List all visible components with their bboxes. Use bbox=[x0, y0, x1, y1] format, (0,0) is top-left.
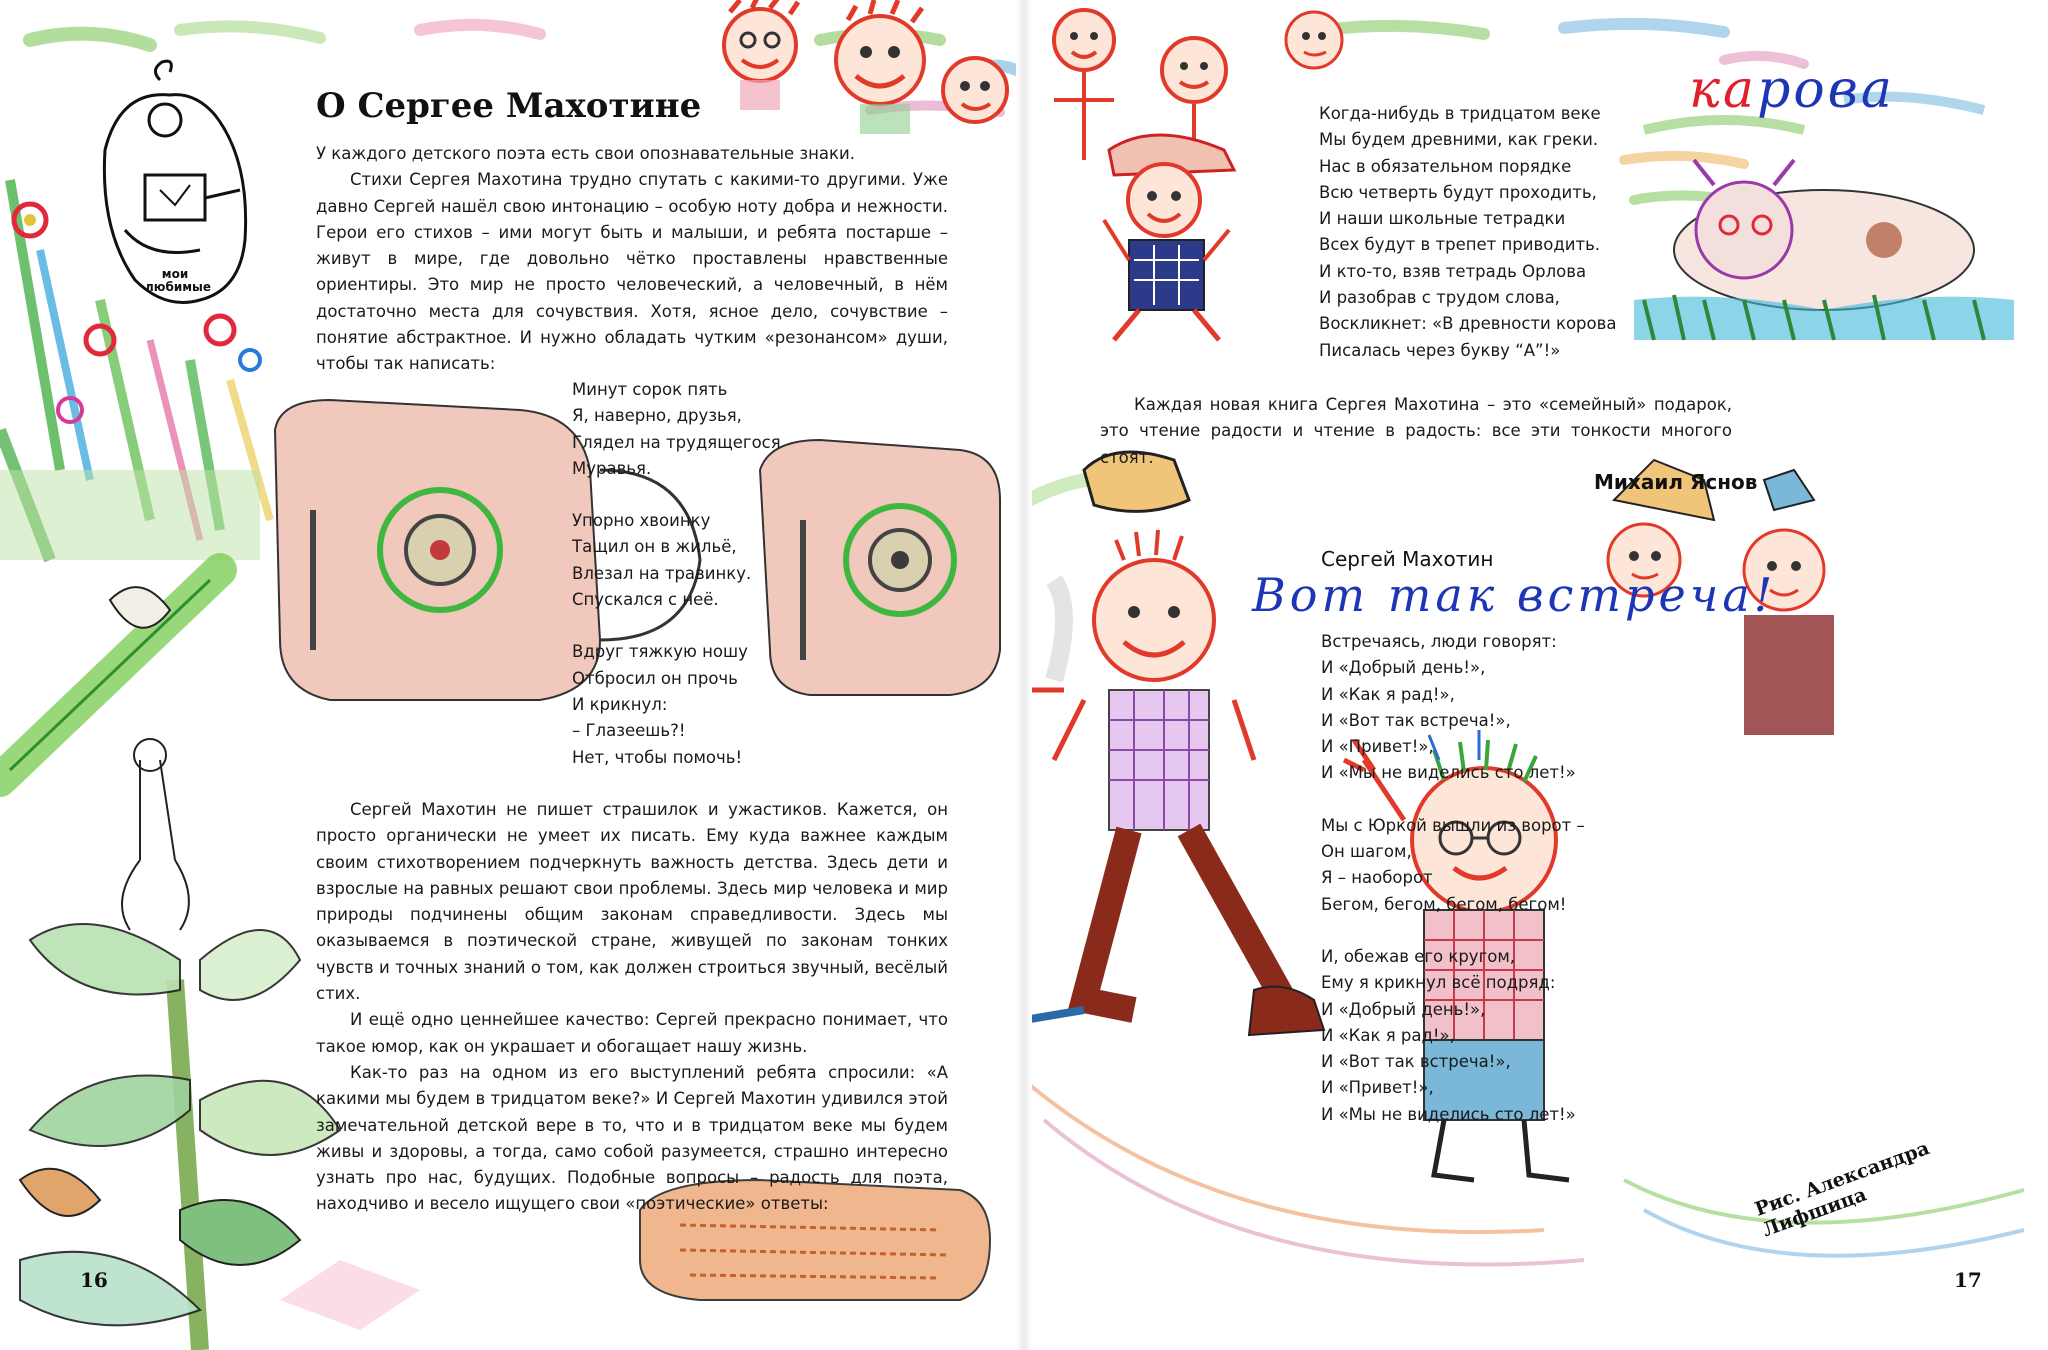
poem-line: Всю четверть будут проходить, bbox=[1319, 182, 1597, 202]
poem-line: И «Добрый день!», bbox=[1321, 658, 1486, 678]
poem-line: Отбросил он прочь bbox=[572, 668, 738, 688]
poem-line: И «Мы не виделись сто лет!» bbox=[1321, 1104, 1576, 1124]
poem-author: Сергей Махотин bbox=[1321, 547, 1494, 571]
poem-line: Воскликнет: «В древности корова bbox=[1319, 314, 1617, 334]
poem-line: И «Мы не виделись сто лет!» bbox=[1321, 763, 1576, 783]
running-boy-illustration bbox=[1024, 452, 1324, 1035]
body-paragraph: И ещё одно ценнейшее качество: Сергей прекрасно понимает, что такое юмор, как он украшает и обогащает нашу жизнь. bbox=[316, 1010, 948, 1056]
poem-stanza bbox=[1321, 629, 1585, 787]
poem-line: Минут сорок пять bbox=[572, 380, 728, 399]
poem-line: И «Добрый день!», bbox=[1321, 999, 1486, 1019]
poem-line: И «Как я рад!», bbox=[1321, 1025, 1455, 1045]
book-gutter bbox=[1016, 0, 1032, 1350]
poem-line: Вдруг тяжкую ношу bbox=[572, 642, 748, 662]
poem-line: И «Привет!», bbox=[1321, 1078, 1434, 1098]
poem-line: Нас в обязательном порядке bbox=[1319, 156, 1572, 176]
poem-line: – Глазеешь?! bbox=[572, 721, 686, 741]
poem-line: Влезал на травинку. bbox=[572, 563, 752, 583]
poem-line: Всех будут в трепет приводить. bbox=[1319, 235, 1601, 255]
poem-line: И «Вот так встреча!», bbox=[1321, 710, 1511, 730]
branch-and-leaves-illustration bbox=[0, 570, 340, 1350]
poem-line: И кто-то, взяв тетрадь Орлова bbox=[1319, 261, 1587, 281]
logo-label-line2: любимые bbox=[145, 280, 212, 294]
poem-stanza bbox=[1321, 944, 1585, 1128]
poem-line: Тащил он в жильё, bbox=[572, 537, 737, 557]
right-page bbox=[1024, 0, 2048, 1350]
poem-line: Когда-нибудь в тридцатом веке bbox=[1319, 104, 1601, 123]
poem-line: Муравья. bbox=[572, 458, 652, 478]
poem-line: Писалась через букву “А”!» bbox=[1319, 340, 1561, 360]
logo-label bbox=[145, 267, 212, 294]
page-number: 17 bbox=[1954, 1268, 1982, 1292]
illustration-credit: Рис. Александра Лифшица bbox=[1752, 1137, 1933, 1242]
poem-line: И разобрав с трудом слова, bbox=[1319, 288, 1560, 308]
poem-line: Я, наверно, друзья, bbox=[572, 406, 742, 426]
body-paragraph: Сергей Махотин не пишет страшилок и ужастиков. Кажется, он просто органически не умеет их писать. Ему куда важнее каждым своим стихотворением подчеркнуть важность детства. Здесь дети и взрослые на равных решают свои проблемы. Здесь мир человека и мир природы подчинены общим законам справедливости. Здесь мы оказываемся в поэтической стране, живущей по законам тонких чувств и точных знаний о том, как должен строиться звучный, весёлый стих. bbox=[316, 800, 948, 1004]
poem-line: Бегом, бегом, бегом, бегом! bbox=[1321, 894, 1567, 914]
poem-line: Упорно хвоинку bbox=[572, 511, 711, 531]
flowers-illustration bbox=[0, 180, 270, 560]
page-number: 16 bbox=[80, 1268, 108, 1292]
intro-text bbox=[316, 141, 948, 378]
poem-line: И, обежав его кругом, bbox=[1321, 946, 1516, 966]
poem-stanza bbox=[572, 639, 781, 770]
poem-line: Мы будем древними, как греки. bbox=[1319, 130, 1599, 150]
poem-line: Спускался с неё. bbox=[572, 590, 719, 610]
poem-line: И «Как я рад!», bbox=[1321, 684, 1455, 704]
body-paragraph: Как-то раз на одном из его выступлений ребята спросили: «А какими мы будем в тридцатом веке?» И Сергей Махотин удивился этой замечательной детской вере в то, что и в тридцатом веке мы будем живы и здоровы, а тогда, само собой разумеется, страшно интересно узнать про нас, будущих. Подобные вопросы – радость для поэта, находчиво и весело ищущего свои «поэтические» ответы: bbox=[316, 1062, 948, 1214]
article-author: Михаил Яснов bbox=[1594, 470, 1758, 494]
cow-word-part-blue: рова bbox=[1757, 60, 1895, 120]
page-title: О Сергее Махотине bbox=[316, 86, 702, 126]
cow-word-handwritten bbox=[1689, 60, 1895, 120]
poem-stanza bbox=[1321, 813, 1585, 918]
cow-word-part-red: ка bbox=[1689, 60, 1758, 120]
poem-title-handwritten: Вот так встреча! bbox=[1252, 568, 1777, 622]
poem-line: И «Привет!», bbox=[1321, 737, 1434, 757]
poem-line: И наши школьные тетрадки bbox=[1319, 209, 1566, 229]
poem-line: И «Вот так встреча!», bbox=[1321, 1052, 1511, 1072]
body-text bbox=[316, 797, 948, 1218]
poem-line: Встречаясь, люди говорят: bbox=[1321, 632, 1557, 651]
mug-illustration-right bbox=[760, 440, 1000, 695]
poem-line: Нет, чтобы помочь! bbox=[572, 747, 743, 767]
poem-line: Ему я крикнул всё подряд: bbox=[1321, 973, 1556, 993]
closing-paragraph: Каждая новая книга Сергея Махотина – это «семейный» подарок, это чтение радости и чтение в радость: все эти тонкости многого стоят. bbox=[1100, 395, 1732, 467]
meeting-poem bbox=[1321, 629, 1585, 1154]
thirtieth-century-poem bbox=[1319, 101, 1616, 364]
poem-line: И крикнул: bbox=[572, 694, 668, 714]
poem-line: Мы с Юркой вышли из ворот – bbox=[1321, 815, 1585, 835]
ant-poem bbox=[572, 377, 781, 797]
logo-label-line1: мои bbox=[161, 267, 189, 281]
children-faces-illustration bbox=[724, 0, 1007, 134]
poem-stanza bbox=[572, 377, 781, 482]
cow-illustration bbox=[1624, 97, 2024, 340]
poem-stanza bbox=[572, 508, 781, 613]
intro-paragraph: У каждого детского поэта есть свои опознавательные знаки. bbox=[316, 144, 855, 163]
poem-line: Глядел на трудящегося bbox=[572, 432, 781, 452]
poem-line: Я – наоборот bbox=[1321, 868, 1433, 888]
poem-line: Он шагом, bbox=[1321, 842, 1412, 862]
children-illustration bbox=[1054, 10, 1342, 340]
intro-paragraph: Стихи Сергея Махотина трудно спутать с какими-то другими. Уже давно Сергей нашёл свою интонацию – особую ноту добра и нежности. Герои его стихов – ими могут быть и малыши, и ребята постарше – живут в мире, где довольно чётко проставлены нравственные ориентиры. Это мир не просто человеческий, а человечный, в нём достаточно места для сочувствия. Хотя, ясное дело, сочувствие – понятие абстрактное. И нужно обладать чутким «резонансом» души, чтобы так написать: bbox=[316, 170, 948, 374]
closing-text bbox=[1100, 392, 1732, 471]
